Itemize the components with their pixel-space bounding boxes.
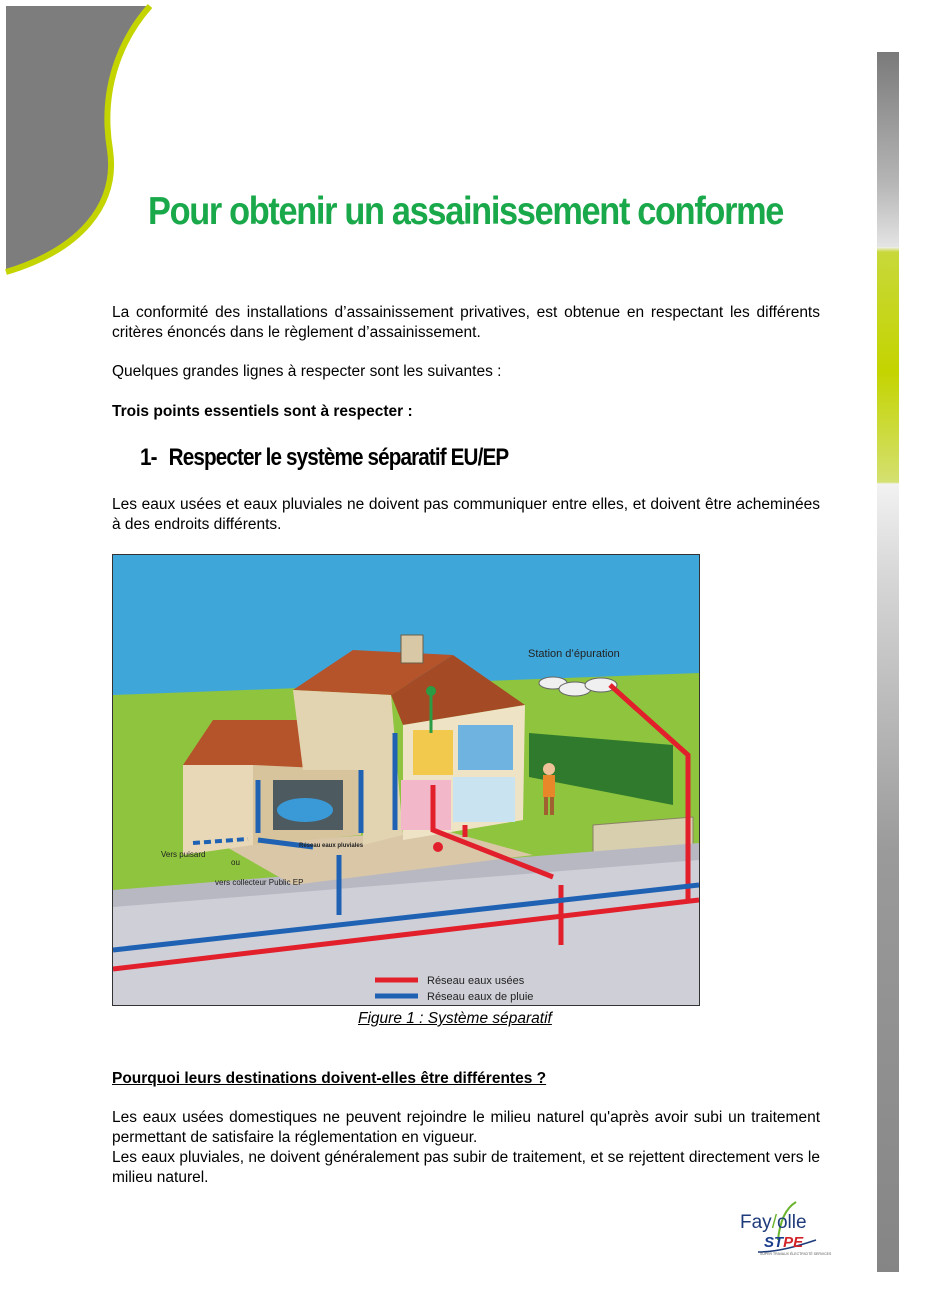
lines-intro: Quelques grandes lignes à respecter sont les suivantes : <box>112 363 502 380</box>
legend-label-eaux-pluie: Réseau eaux de pluie <box>427 991 534 1003</box>
figure-caption: Figure 1 : Système séparatif <box>358 1010 552 1027</box>
section-heading-text: Respecter le système séparatif EU/EP <box>168 444 509 471</box>
three-points: Trois points essentiels sont à respecter : <box>112 403 413 420</box>
section-number: 1- <box>140 444 157 471</box>
side-color-bar <box>877 52 899 1272</box>
fayolle-logo <box>738 1200 832 1260</box>
corner-decoration <box>0 0 170 290</box>
logo-stpe: STPE <box>764 1234 804 1251</box>
label-vers-puisard: Vers puisard <box>161 850 206 859</box>
page-title: Pour obtenir un assainissement conforme <box>148 190 784 233</box>
label-reseau-pluviales: Réseau eaux pluviales <box>299 843 364 849</box>
separative-system-figure <box>112 554 700 1006</box>
label-ou: ou <box>231 858 240 867</box>
logo-name: Fay/olle <box>740 1212 807 1233</box>
intro-paragraph: La conformité des installations d’assainissement privatives, est obtenue en respectant les différents critères énoncés dans le règlement d’assainissement. <box>112 304 820 341</box>
legend-label-eaux-usees: Réseau eaux usées <box>427 975 525 987</box>
answer-paragraph-1: Les eaux usées domestiques ne peuvent rejoindre le milieu naturel qu'après avoir subi un traitement permettant de satisfaire la réglementation en vigueur. <box>112 1109 820 1146</box>
question-heading: Pourquoi leurs destinations doivent-elles être différentes ? <box>112 1070 547 1087</box>
label-vers-collecteur: vers collecteur Public EP <box>215 878 304 887</box>
label-station: Station d’épuration <box>528 648 620 660</box>
logo-tagline: SUPER TRAVAUX ÉLECTRICITÉ SERVICES <box>760 1252 832 1256</box>
section-1-text: Les eaux usées et eaux pluviales ne doivent pas communiquer entre elles, et doivent être acheminées à des endroits différents. <box>112 496 820 533</box>
figure-illustration <box>113 555 699 1005</box>
section-1-heading <box>140 444 508 472</box>
answer-paragraph-2: Les eaux pluviales, ne doivent généralement pas subir de traitement, et se rejettent directement vers le milieu naturel. <box>112 1149 820 1186</box>
